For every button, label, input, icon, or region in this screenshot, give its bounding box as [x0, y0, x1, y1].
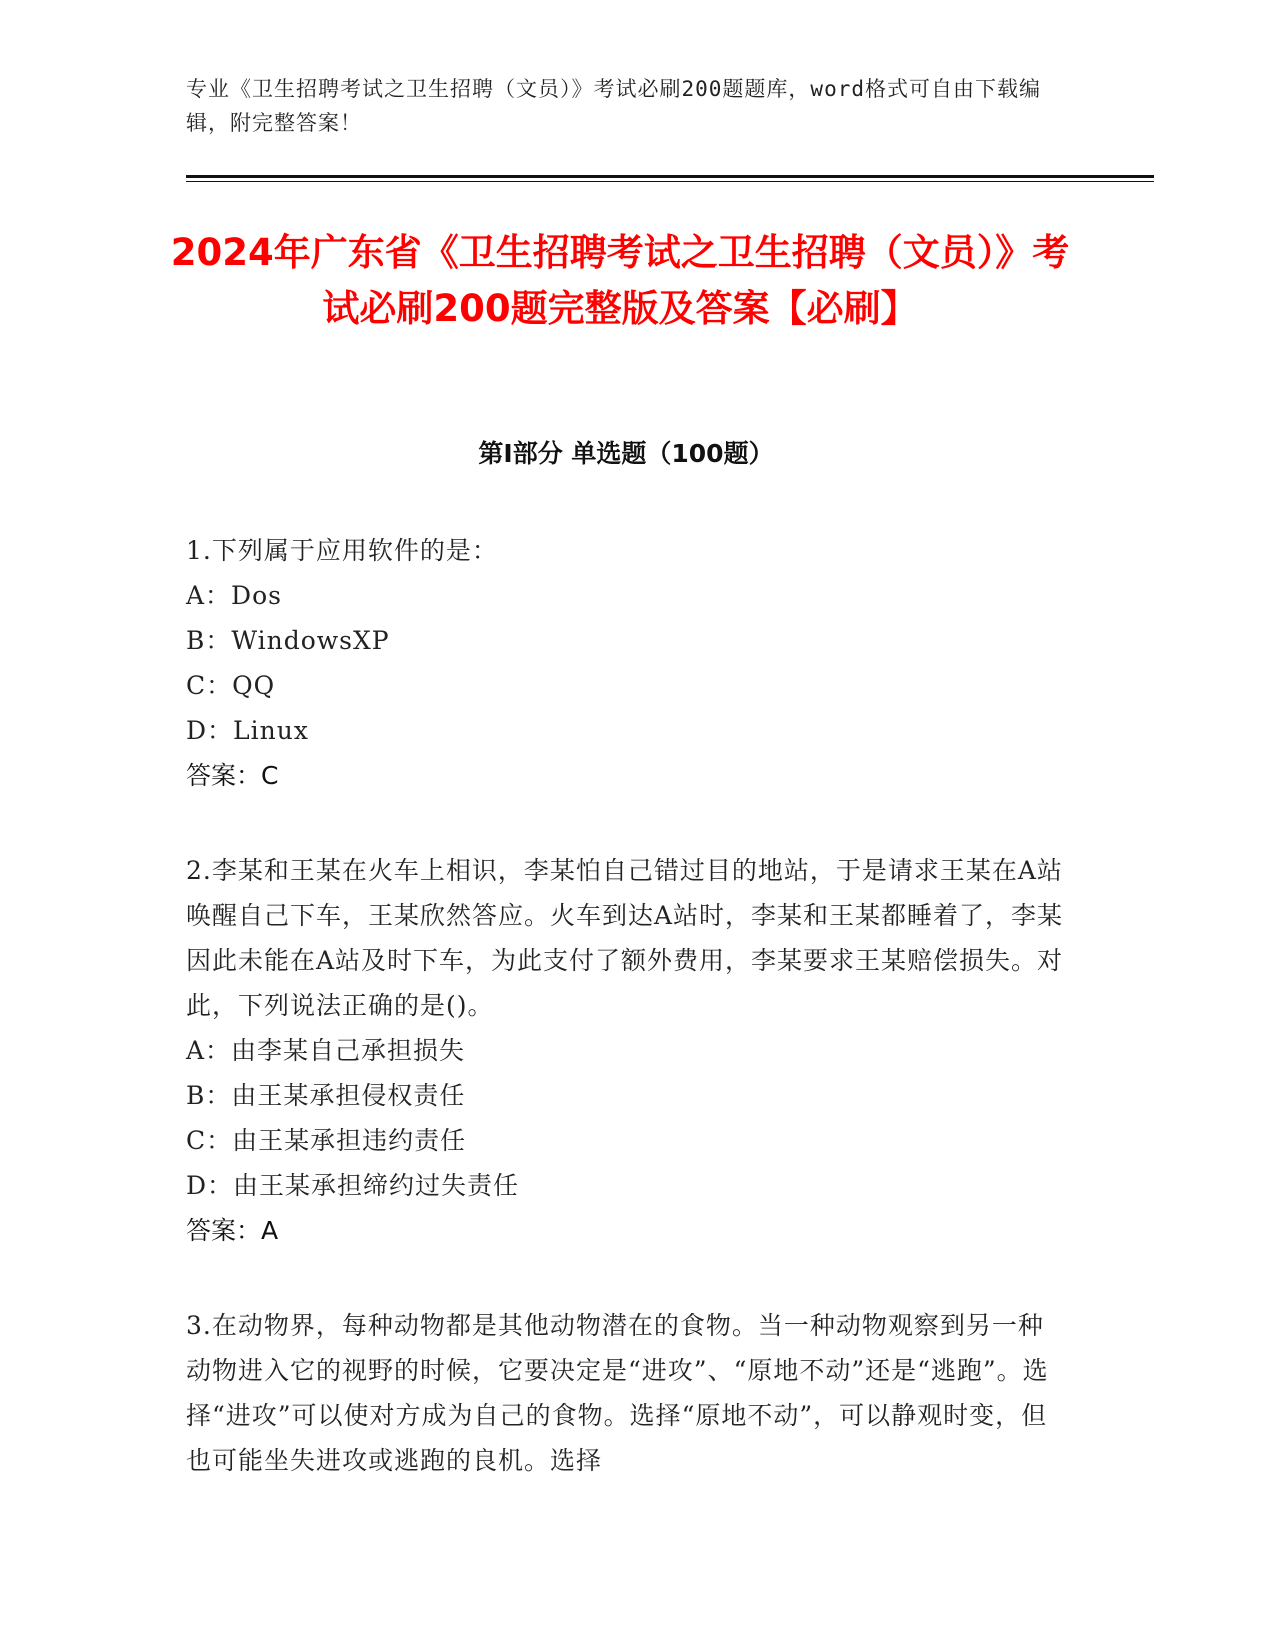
- option-b: B：由王某承担侵权责任: [186, 1081, 466, 1110]
- option-c: C：由王某承担违约责任: [186, 1126, 467, 1155]
- option-b: B：WindowsXP: [186, 626, 390, 655]
- question-1: [186, 528, 1066, 798]
- header-note: 专业《卫生招聘考试之卫生招聘（文员）》考试必刷200题题库，word格式可自由下载编辑，附完整答案！: [186, 77, 1041, 135]
- question-stem: 3.在动物界，每种动物都是其他动物潜在的食物。当一种动物观察到另一种动物进入它的视野的时候，它要决定是“进攻”、“原地不动”还是“逃跑”。选择“进攻”可以使对方成为自己的食物。选择“原地不动”，可以静观时变，但也可能坐失进攻或逃跑的良机。选择: [186, 1311, 1049, 1475]
- header-divider-thick: [186, 175, 1154, 178]
- option-d: D：Linux: [186, 716, 309, 745]
- option-a: A：Dos: [186, 581, 282, 610]
- section-title: 第I部分 单选题（100题）: [478, 439, 774, 468]
- header-divider-thin: [186, 181, 1154, 182]
- option-a: A：由李某自己承担损失: [186, 1036, 466, 1065]
- option-d: D：由王某承担缔约过失责任: [186, 1171, 520, 1200]
- answer: 答案：A: [186, 1216, 279, 1245]
- question-stem: 1.下列属于应用软件的是：: [186, 536, 498, 565]
- question-2: [186, 848, 1066, 1253]
- answer: 答案：C: [186, 761, 279, 790]
- question-stem: 2.李某和王某在火车上相识，李某怕自己错过目的地站，于是请求王某在A站唤醒自己下车，王某欣然答应。火车到达A站时，李某和王某都睡着了，李某因此未能在A站及时下车，为此支付了额外费用，李某要求王某赔偿损失。对此，下列说法正确的是()。: [186, 856, 1064, 1020]
- question-list: [186, 528, 1066, 1533]
- option-c: C：QQ: [186, 671, 276, 700]
- question-3: [186, 1303, 1066, 1483]
- document-title: 2024年广东省《卫生招聘考试之卫生招聘（文员）》考试必刷200题完整版及答案【必刷】: [170, 231, 1070, 330]
